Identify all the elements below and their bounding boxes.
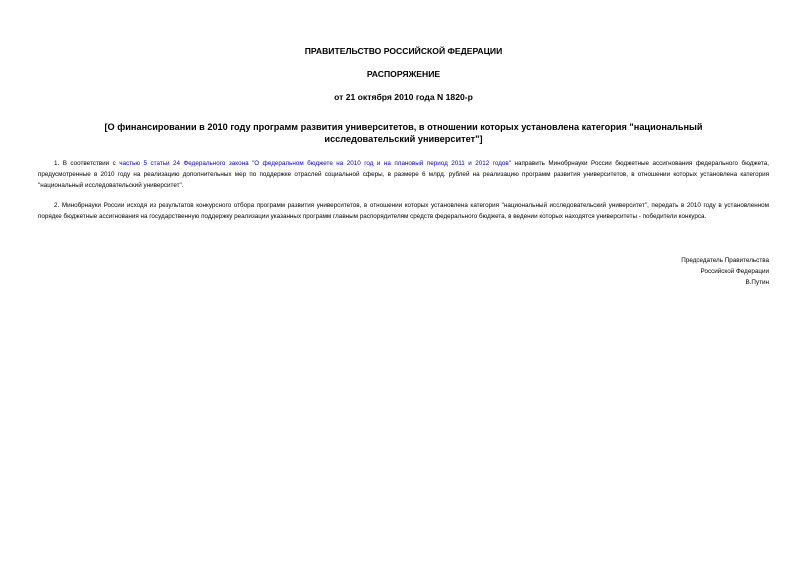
signature-position-line-1: Председатель Правительства (681, 257, 769, 264)
date-number-heading: от 21 октября 2010 года N 1820-р (334, 92, 473, 102)
signature-block (681, 255, 769, 288)
paragraph-1-suffix: направить Минобрнауки России бюджетные ассигнования федерального бюджета, предусмотренные в 2010 году на реализацию дополнительных мер по поддержке отраслей социальной сферы, в размере 6 млрд. рублей на реализацию программ развития университетов, в отношении которых установлена категория "национальный исследовательский университет". (38, 160, 769, 189)
paragraph-1 (38, 158, 769, 191)
federal-law-link[interactable]: частью 5 статьи 24 Федерального закона "О федеральном бюджете на 2010 год и на плановый период 2011 и 2012 годов" (119, 160, 511, 167)
document-type-heading: РАСПОРЯЖЕНИЕ (366, 69, 441, 79)
document-title: [О финансировании в 2010 году программ развития университетов, в отношении которых установлена категория "национальный исследовательский университет"] (104, 122, 703, 144)
issuer-heading: ПРАВИТЕЛЬСТВО РОССИЙСКОЙ ФЕДЕРАЦИИ (304, 46, 503, 56)
signatory-name: В.Путин (745, 279, 769, 286)
signature-position-line-2: Российской Федерации (700, 268, 769, 275)
paragraph-1-prefix: 1. В соответствии с (54, 160, 120, 167)
paragraph-2: 2. Минобрнауки России исходя из результатов конкурсного отбора программ развития университетов, в отношении которых установлена категория "национальный исследовательский университет", передать в 2010 году в установленном порядке бюджетные ассигнования на государственную поддержку реализации указанных программ главным распорядителям средств федерального бюджета, в ведении которых находятся университеты - победители конкурса. (38, 202, 769, 220)
